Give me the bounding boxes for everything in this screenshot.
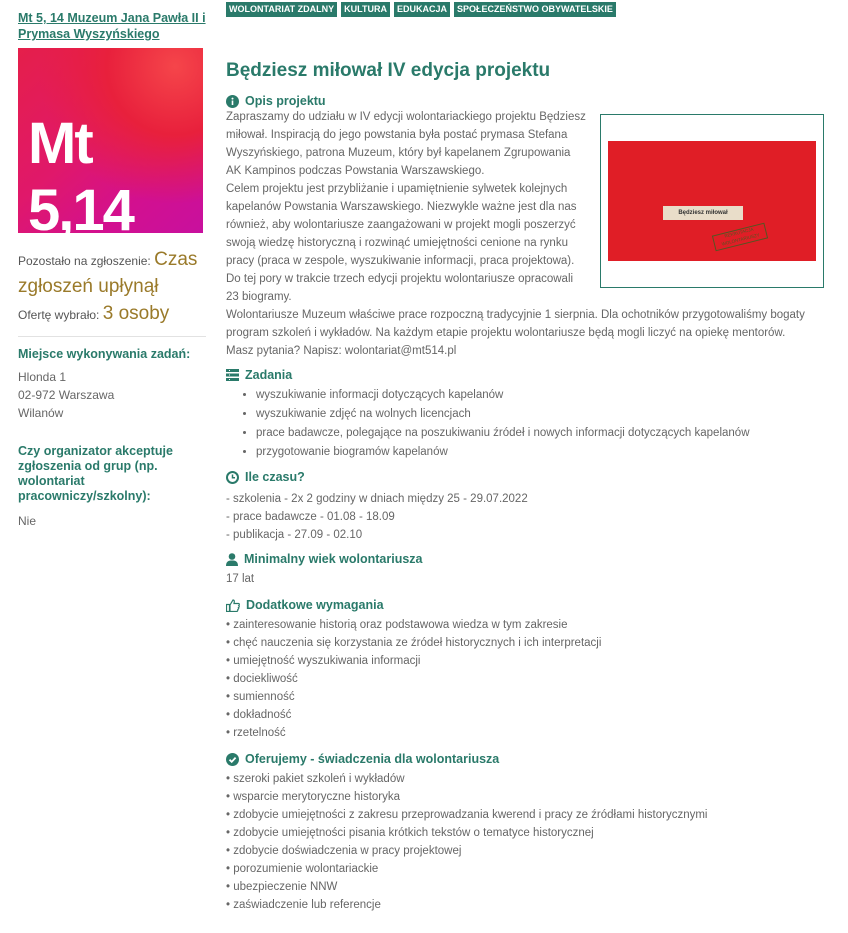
age-heading: Minimalny wiek wolontariusza [226,552,826,566]
tag-education[interactable]: EDUKACJA [394,2,450,17]
sidebar-divider [18,336,206,337]
list-item: • zdobycie doświadczenia w pracy projektowej [226,845,462,857]
address-line: 02-972 Warszawa [18,388,115,402]
description-heading: Opis projektu [226,94,826,108]
tasks-heading: Zadania [226,368,826,382]
time-heading: Ile czasu? [226,470,826,484]
list-item: • wyszukiwanie zdjęć na wolnych licencjach [256,405,826,424]
groups-heading: Czy organizator akceptuje zgłoszenia od grup (np. wolontariat pracowniczy/szkolny): [18,444,173,503]
benefits-list [226,770,826,914]
selected-count [18,301,206,328]
check-circle-icon [226,753,239,766]
list-item: • wyszukiwanie informacji dotyczących kapelanów [256,386,826,405]
list-item: • porozumienie wolontariackie [226,863,379,875]
list-item: • chęć nauczenia się korzystania ze źródeł historycznych i ich interpretacji [226,637,602,649]
address-line: Wilanów [18,406,64,420]
list-item: • umiejętność wyszukiwania informacji [226,655,421,667]
list-item: • dokładność [226,709,292,721]
age-value: 17 lat [226,573,255,585]
selected-value: 3 osoby [102,303,170,324]
list-item: • prace badawcze, polegające na poszukiwaniu źródeł i nowych informacji dotyczących kapelanów [256,424,826,443]
project-poster [608,141,816,261]
organizer-sidebar [18,10,206,530]
organizer-name-link[interactable]: Mt 5, 14 Muzeum Jana Pawła II i Prymasa Wyszyńskiego [18,11,206,41]
description-text: Będziesz miłował REKRUTACJA WOLONTARIUSZY Zapraszamy do udziału w IV edycji wolontariackiego projektu Będziesz miłował. Inspiracją do jego powstania była postać prymasa Stefana Wyszyńskiego, patrona Muzeum, który był kapelanem Zgrupowania AK Kampinos podczas Powstania Warszawskiego. Celem projektu jest przybliżanie i upamiętnienie sylwetek kolejnych kapelanów Powstania Warszawskiego. Niezwykle ważne jest dla nas również, aby wolontariusze zaangażowani w projekt mogli poszerzyć swoją wiedzę historyczną i rozwinąć umiejętności cenione na rynku pracy (praca w zespole, wyszukiwanie informacji, praca projektowa). Do tej pory w trakcie trzech edycji projektu wolontariusze opracowali 23 biogramy. Wolontariusze Muzeum właściwe prace rozpoczną tradycyjnie 1 sierpnia. Dla ochotników przygotowaliśmy bogaty program szkoleń i wykładów. Na każdym etapie projektu wolontariusze będą mogli liczyć na opiekę mentorów. Masz pytania? Napisz: wolontariat@mt514.pl [226,108,826,360]
info-icon [226,95,239,108]
list-item: • dociekliwość [226,673,298,685]
requirements-list [226,616,826,742]
poster-stamp: REKRUTACJA WOLONTARIUSZY [712,223,768,252]
tag-remote[interactable]: WOLONTARIAT ZDALNY [226,2,337,17]
logo-text: Mt 5,14 [28,111,133,243]
tag-culture[interactable]: KULTURA [341,2,390,17]
list-item: • ubezpieczenie NNW [226,881,338,893]
offer-content [226,60,826,914]
address-line: Hlonda 1 [18,370,67,384]
page-title: Będziesz miłował IV edycja projektu [226,60,551,81]
list-item: • zdobycie umiejętności z zakresu przeprowadzania kwerend i pracy ze źródłami historycznymi [226,809,708,821]
list-item: • wsparcie merytoryczne historyka [226,791,401,803]
poster-label: Będziesz miłował [663,206,743,220]
project-image[interactable] [600,114,824,288]
selected-label: Ofertę wybrało: [18,308,100,322]
benefits-heading: Oferujemy - świadczenia dla wolontariusza [226,752,826,766]
time-details: - szkolenia - 2x 2 godziny w dniach między 25 - 29.07.2022 - prace badawcze - 01.08 - 18.09 - publikacja - 27.09 - 02.10 [226,493,528,541]
thumbs-up-icon [226,599,240,612]
list-item: • zdobycie umiejętności pisania krótkich tekstów o tematyce historycznej [226,827,594,839]
remaining-value: Czas zgłoszeń upłynął [18,249,198,297]
organizer-logo[interactable] [18,48,203,243]
requirements-heading: Dodatkowe wymagania [226,598,826,612]
tasks-list [226,386,826,462]
list-item: • szeroki pakiet szkoleń i wykładów [226,773,405,785]
clock-icon [226,471,239,484]
remaining-label: Pozostało na zgłoszenie: [18,254,151,268]
list-item: • zaświadczenie lub referencje [226,899,381,911]
remaining-time [18,247,206,301]
list-item: • zainteresowanie historią oraz podstawowa wiedza w tym zakresie [226,619,568,631]
category-tags [226,2,616,17]
person-icon [226,553,238,566]
list-item: • sumienność [226,691,295,703]
location-address [18,368,206,422]
tasks-list-icon [226,369,239,381]
list-item: • przygotowanie biogramów kapelanów [256,443,826,462]
location-heading: Miejsce wykonywania zadań: [18,347,191,361]
list-item: • rzetelność [226,727,286,739]
tag-civil-society[interactable]: SPOŁECZEŃSTWO OBYWATELSKIE [454,2,616,17]
groups-value: Nie [18,514,37,528]
